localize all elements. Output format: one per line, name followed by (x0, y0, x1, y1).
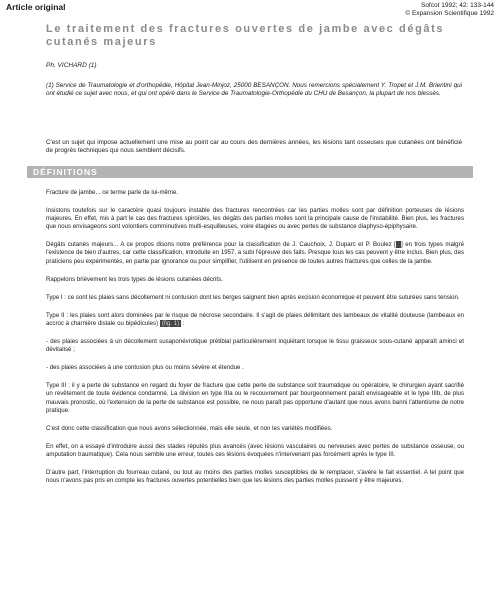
paragraph-10: C'est donc cette classification que nous avons sélectionnée, mais elle seule, et non les variétés modifiées. (46, 424, 333, 432)
affiliation-note: (1) Service de Traumatologie et d'orthopédie, Hôpital Jean-Minjoz, 25000 BESANÇON. Nous remercions spécialement Y. Tropet et J.M. Brientini qui ont étudié ce sujet avec nous, et qui ont opéré dans le Service de Traumatologie-Orthopédie du CHU de Besançon, la plupart de nos blessés. (46, 82, 462, 98)
paragraph-8: - des plaies associées à une contusion plus ou moins sévère et étendue . (46, 364, 244, 372)
paragraph-12: D'autre part, l'interruption du fourreau cutané, ou tout au moins des parties molles susceptibles de le remplacer, s'avère le fait essentiel. A tel point que nous n'avons pas pris en compte les fractures ouvertes potentielles bien que les lésions des parties molles puissent y être majeures. (46, 468, 464, 485)
journal-reference (405, 2, 494, 18)
paragraph-3 (46, 241, 464, 265)
article-title: Le traitement des fractures ouvertes de jambe avec dégâts cutanés majeurs (46, 23, 445, 48)
paragraph-6 (46, 312, 464, 328)
article-type-label: Article original (6, 2, 66, 12)
paragraph-3-text-b: ] en trois types malgré l'existence de bien d'autres, car cette classification, introduite en 1957, a subi l'épreuve des faits. Presque tous les cas peuvent y être inclus. Bien plus, des praticiens peu expérimentés, en partie par ignorance ou pour simplifier, l'utilisent en présence de toutes autres fractures que celles de la jambe. (46, 241, 464, 265)
section-title: DÉFINITIONS (33, 167, 98, 177)
paragraph-3-text-a: Dégâts cutanés majeurs... A ce propos disons notre préférence pour la classification de J. Cauchoix, J. Duparc et P. Boulez [ (46, 241, 396, 249)
paragraph-9: Type III : il y a perte de substance en regard du foyer de fracture que cette perte de substance soit traumatique ou opératoire, le chirurgien ayant sacrifié un revêtement de toute évidence condamné. La division en type IIIa ou le recouvrement par bourgeonnement paraît envisageable et le type IIIb, de plus mauvais pronostic, où l'extension de la perte de substance est possible, ne nous paraît pas opportune d'autant que nous avons banni l'attentisme de notre pratique. (46, 382, 464, 414)
paragraph-2: Insistons toutefois sur le caractère quasi toujours instable des fractures rencontrées car les parties molles sont par définition porteuses de lésions majeures. En effet, mis à part le cas des fractures spiroïdes, les dégâts des parties molles sont la principale cause de l'instabilité. Bien plus, les fractures que nous envisageons sont volontiers comminutives multi-esquilleuses, voire étagées ou avec pertes de substance diaphyso-épiphysaire. (46, 207, 464, 231)
paragraph-5: Type I : ce sont les plaies sans décollement ni contusion dont les berges saignent bien après excision économique et peuvent être suturées sans tension. (46, 293, 460, 301)
paragraph-6-text-b: : (181, 319, 185, 327)
paragraph-7: - des plaies associées à un décollement susaponévrotique prétibial particulièrement inquiétant lorsque le tissu graisseux sous-cutané apparaît aminci et dévitalisé ; (46, 338, 464, 354)
paragraph-4: Rappelons brièvement les trois types de lésions cutanées décrits. (46, 275, 223, 283)
journal-citation: Sofcot 1992; 42: 133-144 (420, 2, 494, 9)
section-body (46, 189, 464, 495)
intro-paragraph: C'est un sujet qui impose actuellement une mise au point car au cours des dernières années, les lésions tant osseuses que cutanées ont bénéficié de progrès techniques qui nous semblent décisifs. (46, 139, 462, 155)
section-header-bar (27, 166, 473, 178)
author-line: Ph. VICHARD (1) (46, 62, 97, 69)
paragraph-1: Fracture de jambe... ce terme parle de lui-même. (46, 189, 179, 196)
figure-link[interactable]: (fig. 1) (161, 319, 180, 327)
paragraph-11: En effet, on a essayé d'introduire aussi des stades réputés plus avancés (avec lésions vasculaires ou nerveuses avec pertes de substance osseuse, ou amputation traumatique). Cela nous semble une erreur, toutes ces lésions évoquées n'intervenant pas forcément après le type III. (46, 442, 464, 458)
copyright-notice: © Expansion Scientifique 1992 (405, 10, 494, 17)
citation-reference[interactable]: 1 (396, 241, 401, 249)
paragraph-6-text-a: Type II : les plaies sont alors dominées par le risque de nécrose secondaire. Il s'agit de plaies délimitant des lambeaux de vitalité douteuse (lambeaux en accroc à charnière distale ou bipédicules) (46, 311, 464, 327)
